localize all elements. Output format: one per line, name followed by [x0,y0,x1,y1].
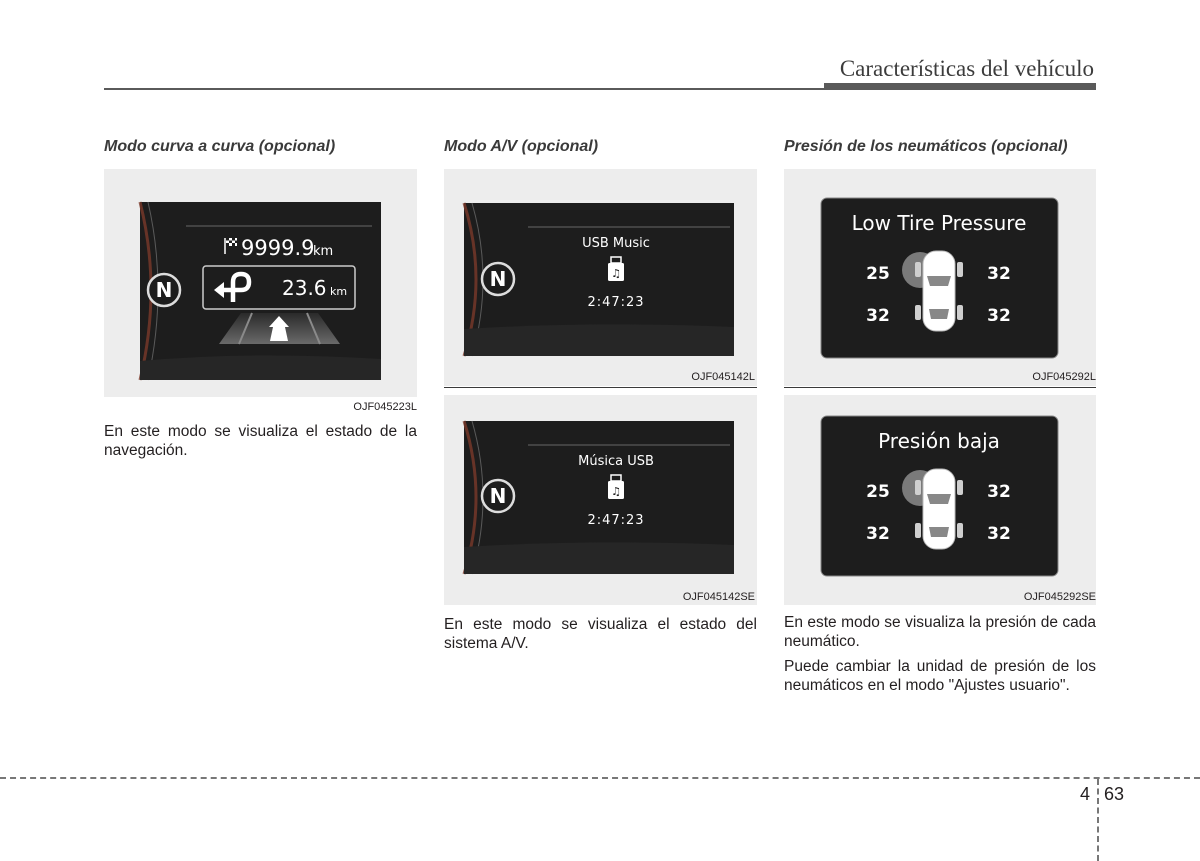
tire-pressure-heading: Low Tire Pressure [851,211,1027,235]
svg-text:♫: ♫ [611,485,621,498]
av-playback-time: 2:47:23 [587,295,645,310]
paragraph: En este modo se visualiza el estado del sistema A/V. [444,616,757,652]
figure-code: OJF045292L [1032,371,1096,383]
section-title-av-mode: Modo A/V (opcional) [444,138,599,155]
av-cluster-screen [444,169,757,386]
header-rule-accent [824,83,1096,90]
figure-code: OJF045223L [353,401,417,413]
section-text-av [444,615,757,659]
section-title-tire-pressure: Presión de los neumáticos (opcional) [784,138,1068,155]
tire-rear-right-value: 32 [987,524,1011,544]
tire-pressure-heading: Presión baja [878,429,1000,453]
figure-code: OJF045142SE [682,591,755,603]
av-cluster-screen [444,395,757,605]
page-number: 63 [1104,784,1125,804]
turn-distance-unit: km [330,285,348,298]
figure-tire-panel-en [784,169,1096,386]
figure-nav-panel [104,169,417,397]
av-source-label: Música USB [578,454,654,469]
section-text-tire-pressure [784,613,1096,701]
figure-rule [444,387,757,388]
figure-code: OJF045142L [691,371,755,383]
tire-pressure-screen [784,169,1096,386]
page-chapter: 4 [1080,784,1091,804]
figure-tire-panel-es [784,395,1096,605]
svg-text:♫: ♫ [611,267,621,280]
tire-rear-right-value: 32 [987,306,1011,326]
gear-label: N [489,267,507,291]
nav-cluster-screen [104,169,417,397]
tire-pressure-screen [784,395,1096,605]
footer-dashed-divider [1097,779,1099,861]
figure-av-panel-en [444,169,757,386]
av-playback-time: 2:47:23 [587,513,645,528]
gear-label: N [489,484,507,508]
tire-front-left-value: 25 [866,482,890,502]
section-text-navigation [104,422,417,466]
footer-dashed-rule [0,777,1200,779]
tire-rear-left-value: 32 [866,524,890,544]
paragraph: En este modo se visualiza la presión de cada neumático. [784,614,1096,650]
tire-rear-left-value: 32 [866,306,890,326]
figure-code: OJF045292SE [1023,591,1096,603]
figure-rule [784,387,1096,388]
tire-front-right-value: 32 [987,482,1011,502]
turn-distance-value: 23.6 [282,276,327,300]
section-title-turn-by-turn: Modo curva a curva (opcional) [104,138,336,155]
tire-front-right-value: 32 [987,264,1011,284]
page-header-title: Características del vehículo [839,56,1094,81]
total-distance-value: 9999.9 [241,236,315,260]
gear-label: N [155,278,173,302]
paragraph: En este modo se visualiza el estado de la navegación. [104,423,417,459]
tire-front-left-value: 25 [866,264,890,284]
total-distance-unit: km [313,244,334,259]
paragraph: Puede cambiar la unidad de presión de los neumáticos en el modo "Ajustes usuario". [784,658,1096,694]
av-source-label: USB Music [582,236,650,251]
figure-av-panel-es [444,395,757,605]
